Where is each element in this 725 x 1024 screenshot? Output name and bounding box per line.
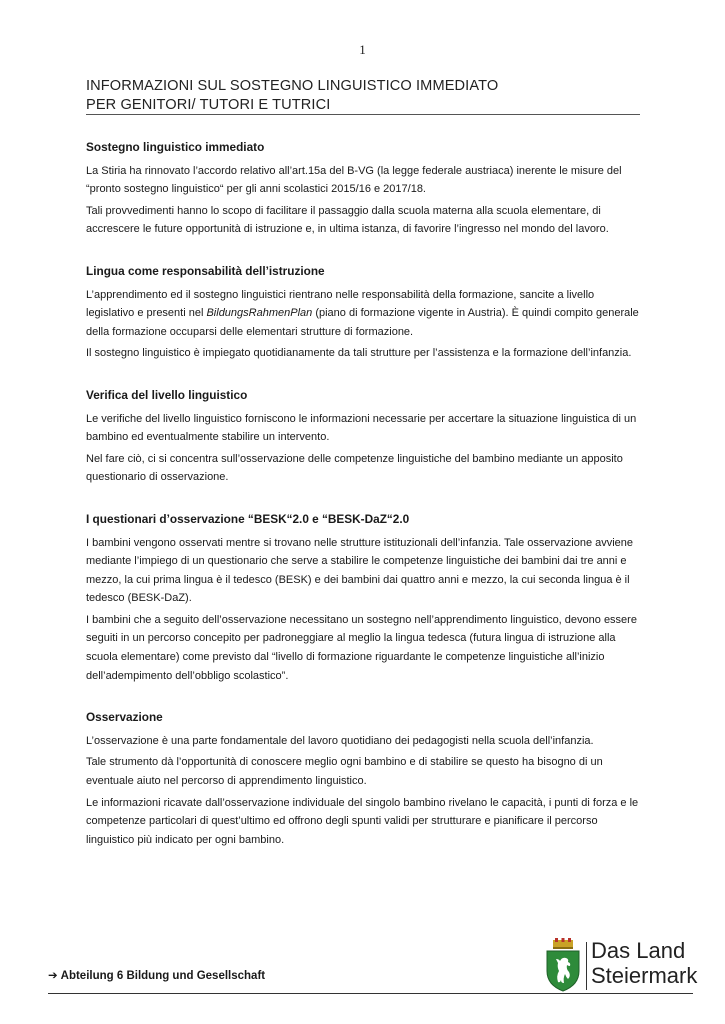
paragraph: L’osservazione è una parte fondamentale del lavoro quotidiano dei pedagogisti nella scuola dell’infanzia.	[86, 734, 594, 747]
section-osservazione	[86, 708, 642, 849]
footer-department-label: Abteilung 6 Bildung und Gesellschaft	[60, 970, 266, 982]
paragraph: I bambini vengono osservati mentre si trovano nelle strutture istituzionali dell’infanzia. Tale osservazione avviene mediante l’impiego di un questionario che serve a stabilire le competenze linguistiche dei bambini dai tre anni e mezzo, la cui prima lingua è il tedesco (BESK) e dei bambini dai quattro anni e mezzo, la cui seconda lingua è il tedesco (BESK-DaZ).	[86, 536, 634, 605]
section-questionari-besk	[86, 510, 642, 685]
section-lingua-responsabilita	[86, 262, 642, 363]
section-heading: Verifica del livello linguistico	[86, 387, 248, 402]
document-title	[86, 77, 640, 115]
section-heading: Lingua come responsabilità dell’istruzione	[86, 263, 325, 278]
paragraph: Tale strumento dà l’opportunità di conoscere meglio ogni bambino e di stabilire se questo ha bisogno di un eventuale aiuto nel percorso di apprendimento linguistico.	[86, 756, 603, 788]
section-sostegno-linguistico	[86, 138, 642, 239]
styrian-panther-crest-icon	[544, 938, 582, 992]
das-land-steiermark-logo	[544, 938, 698, 992]
bildungsrahmenplan-term: BildungsRahmenPlan	[206, 307, 313, 320]
section-heading: Osservazione	[86, 710, 163, 725]
logo-divider	[586, 942, 587, 990]
paragraph: Il sostegno linguistico è impiegato quotidianamente da tali strutture per l’assistenza e la formazione dell’infanzia.	[86, 347, 632, 360]
paragraph: Le informazioni ricavate dall’osservazione individuale del singolo bambino rivelano le capacità, i punti di forza e le competenze particolari di quest’ultimo ed offrono degli spunti validi per strutturare e pianificare il percorso linguistico più indicato per ogni bambino.	[86, 796, 639, 846]
section-heading: Sostegno linguistico immediato	[86, 140, 265, 154]
document-body	[86, 138, 642, 872]
section-heading: I questionari d’osservazione “BESK“2.0 e “BESK-DaZ“2.0	[86, 511, 410, 526]
document-title-line-1: INFORMAZIONI SUL SOSTEGNO LINGUISTICO IMMEDIATO	[86, 78, 499, 94]
title-divider	[86, 114, 640, 115]
footer-department	[48, 968, 265, 982]
document-title-line-2: PER GENITORI/ TUTORI E TUTRICI	[86, 97, 331, 113]
paragraph: Nel fare ciò, ci si concentra sull’osservazione delle competenze linguistiche del bambino mediante un apposito questionario di osservazione.	[86, 452, 623, 484]
paragraph: Le verifiche del livello linguistico forniscono le informazioni necessarie per accertare la situazione linguistica di un bambino ed eventualmente stabilire un intervento.	[86, 412, 637, 444]
paragraph: I bambini che a seguito dell’osservazione necessitano un sostegno nell’apprendimento linguistico, devono essere seguiti in un percorso concepito per padroneggiare al meglio la lingua tedesca (futura lingua di istruzione alla scuola elementare) come previsto dal “livello di formazione riguardante le competenze linguistiche all’inizio dell’adempimento dell’obbligo scolastico”.	[86, 613, 637, 682]
logo-text-line-1: Das Land	[591, 938, 686, 963]
page-number: 1	[359, 42, 366, 57]
paragraph-text: L’apprendimento ed il sostegno linguistici rientrano nelle responsabilità della formazione, sancite a livello legislativo e presenti nel	[86, 288, 595, 320]
paragraph: Tali provvedimenti hanno lo scopo di facilitare il passaggio dalla scuola materna alla scuola elementare, di accrescere le future opportunità di istruzione e, in ultima istanza, di favorire l’ingresso nel mondo del lavoro.	[86, 204, 609, 236]
paragraph	[86, 286, 642, 342]
paragraph: La Stiria ha rinnovato l’accordo relativo all’art.15a del B-VG (la legge federale austriaca) inerente le misure del “pronto sostegno linguistico“ per gli anni scolastici 2015/16 e 2017/18.	[86, 164, 622, 196]
logo-text-line-2: Steiermark	[591, 963, 698, 988]
paragraph-text: (piano di formazione vigente in Austria). È quindi compito generale della formazione occuparsi delle elementari strutture di formazione.	[86, 307, 639, 338]
footer-divider	[48, 993, 693, 994]
arrow-right-icon: ➔	[48, 968, 58, 982]
section-verifica-livello	[86, 386, 642, 487]
logo-wordmark	[591, 938, 698, 988]
